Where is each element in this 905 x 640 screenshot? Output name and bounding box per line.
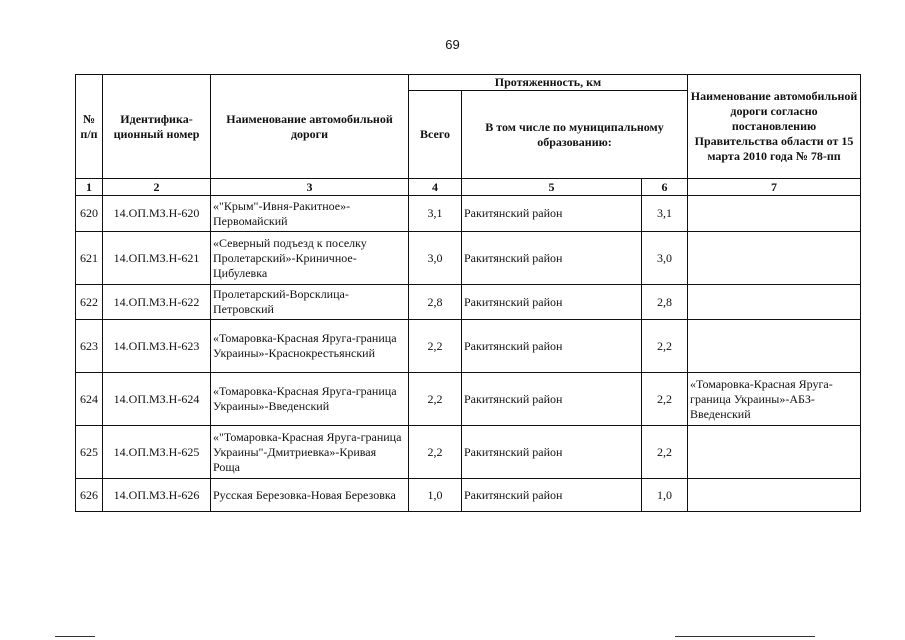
row-road-name: «"Томаровка-Красная Яруга-граница Украины"-Дмитриевка»-Кривая Роща — [211, 426, 409, 479]
header-number: № п/п — [76, 75, 103, 179]
row-district: Ракитянский район — [462, 373, 642, 426]
row-road-name: «Томаровка-Красная Яруга-граница Украины»-Краснокрестьянский — [211, 320, 409, 373]
row-road-name: «"Крым"-Ивня-Ракитное»-Первомайский — [211, 196, 409, 232]
row-district-length: 2,8 — [642, 285, 688, 320]
row-district: Ракитянский район — [462, 320, 642, 373]
row-district-length: 2,2 — [642, 426, 688, 479]
table-row — [76, 285, 861, 320]
scan-artifact-line — [55, 636, 95, 637]
column-number: 2 — [103, 179, 211, 196]
table-row — [76, 426, 861, 479]
row-identifier: 14.ОП.МЗ.Н-621 — [103, 232, 211, 285]
row-number: 625 — [76, 426, 103, 479]
table-row — [76, 479, 861, 512]
row-official-name — [688, 196, 861, 232]
row-district-length: 2,2 — [642, 320, 688, 373]
row-number: 621 — [76, 232, 103, 285]
row-official-name — [688, 426, 861, 479]
row-road-name: Русская Березовка-Новая Березовка — [211, 479, 409, 512]
table-row — [76, 196, 861, 232]
row-district: Ракитянский район — [462, 196, 642, 232]
row-total-length: 3,1 — [409, 196, 462, 232]
column-number: 3 — [211, 179, 409, 196]
roads-table — [75, 74, 861, 512]
row-official-name — [688, 320, 861, 373]
row-identifier: 14.ОП.МЗ.Н-620 — [103, 196, 211, 232]
row-number: 624 — [76, 373, 103, 426]
row-number: 622 — [76, 285, 103, 320]
header-identifier: Идентифика-ционный номер — [103, 75, 211, 179]
table-row — [76, 373, 861, 426]
row-district-length: 1,0 — [642, 479, 688, 512]
header-total: Всего — [409, 91, 462, 179]
row-district: Ракитянский район — [462, 426, 642, 479]
page-number: 69 — [445, 37, 460, 52]
column-number: 7 — [688, 179, 861, 196]
row-district-length: 3,1 — [642, 196, 688, 232]
row-number: 620 — [76, 196, 103, 232]
row-road-name: «Северный подъезд к поселку Пролетарский»-Криничное-Цибулевка — [211, 232, 409, 285]
row-identifier: 14.ОП.МЗ.Н-622 — [103, 285, 211, 320]
scan-artifact-line — [675, 636, 815, 637]
column-number-row — [76, 179, 861, 196]
row-identifier: 14.ОП.МЗ.Н-625 — [103, 426, 211, 479]
table-row — [76, 232, 861, 285]
row-total-length: 1,0 — [409, 479, 462, 512]
row-road-name: Пролетарский-Ворсклица-Петровский — [211, 285, 409, 320]
row-official-name: «Томаровка-Красная Яруга-граница Украины»-АБЗ-Введенский — [688, 373, 861, 426]
row-total-length: 2,2 — [409, 373, 462, 426]
row-identifier: 14.ОП.МЗ.Н-626 — [103, 479, 211, 512]
header-official-name: Наименование автомобильной дороги согласно постановлению Правительства области от 15 марта 2010 года № 78-пп — [688, 75, 861, 179]
row-district-length: 3,0 — [642, 232, 688, 285]
row-total-length: 2,8 — [409, 285, 462, 320]
row-district: Ракитянский район — [462, 479, 642, 512]
row-total-length: 2,2 — [409, 320, 462, 373]
row-total-length: 3,0 — [409, 232, 462, 285]
row-identifier: 14.ОП.МЗ.Н-624 — [103, 373, 211, 426]
row-total-length: 2,2 — [409, 426, 462, 479]
row-district-length: 2,2 — [642, 373, 688, 426]
header-road-name: Наименование автомобильной дороги — [211, 75, 409, 179]
row-number: 623 — [76, 320, 103, 373]
row-identifier: 14.ОП.МЗ.Н-623 — [103, 320, 211, 373]
row-road-name: «Томаровка-Красная Яруга-граница Украины»-Введенский — [211, 373, 409, 426]
column-number: 1 — [76, 179, 103, 196]
header-length-group: Протяженность, км — [409, 75, 688, 91]
column-number: 4 — [409, 179, 462, 196]
row-official-name — [688, 285, 861, 320]
row-number: 626 — [76, 479, 103, 512]
row-official-name — [688, 232, 861, 285]
header-municipal: В том числе по муниципальному образованию: — [462, 91, 688, 179]
row-district: Ракитянский район — [462, 285, 642, 320]
row-district: Ракитянский район — [462, 232, 642, 285]
column-number: 5 — [462, 179, 642, 196]
column-number: 6 — [642, 179, 688, 196]
table-row — [76, 320, 861, 373]
row-official-name — [688, 479, 861, 512]
